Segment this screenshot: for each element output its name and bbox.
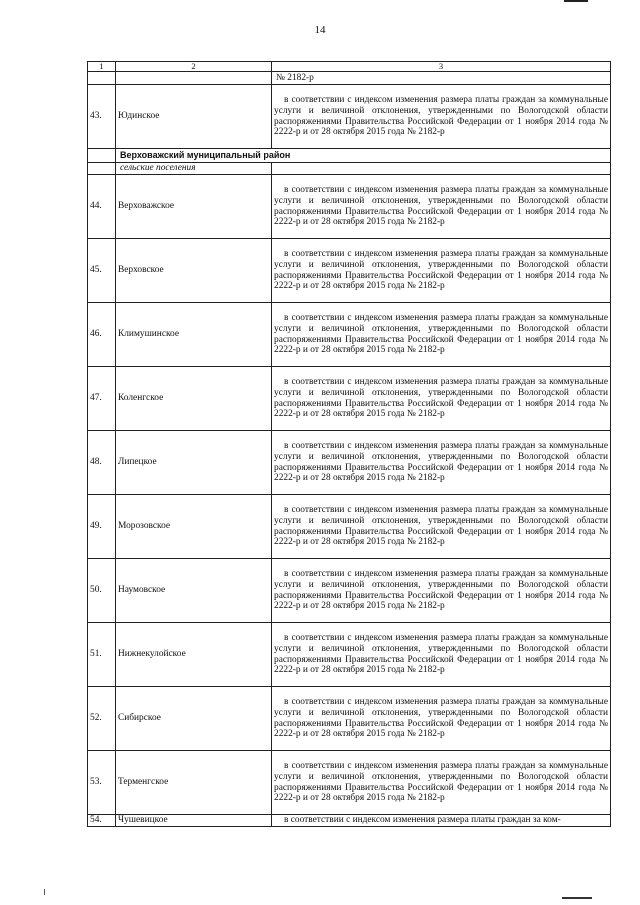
scan-mark xyxy=(564,0,588,2)
settlement-name: Морозовское xyxy=(116,495,272,559)
row-number: 46. xyxy=(88,303,116,367)
basis-text: в соответствии с индексом изменения размера платы граждан за коммунальные услуги и величиной отклонения, утвержденными по Вологодской области распоряжениями Правительства Российской Федерации от 1 ноября 2014 года № 2222-р и от 28 октября 2015 года № 2182-р xyxy=(274,441,608,484)
scan-mark xyxy=(44,889,45,895)
table-row xyxy=(88,495,611,559)
row-number: 47. xyxy=(88,367,116,431)
header-col-2: 2 xyxy=(116,62,272,72)
settlement-name: Терменгское xyxy=(116,751,272,815)
row-number: 54. xyxy=(88,815,116,827)
row-number: 51. xyxy=(88,623,116,687)
basis-text: в соответствии с индексом изменения размера платы граждан за коммунальные услуги и величиной отклонения, утвержденными по Вологодской области распоряжениями Правительства Российской Федерации от 1 ноября 2014 года № 2222-р и от 28 октября 2015 года № 2182-р xyxy=(274,633,608,676)
row-number: 45. xyxy=(88,239,116,303)
table-row xyxy=(88,623,611,687)
table-row xyxy=(88,239,611,303)
table-row xyxy=(88,303,611,367)
header-col-3: 3 xyxy=(272,62,611,72)
row-number: 49. xyxy=(88,495,116,559)
table-row xyxy=(88,85,611,149)
subheading: сельские поселения xyxy=(116,163,272,175)
table-row xyxy=(88,367,611,431)
basis-text: в соответствии с индексом изменения размера платы граждан за коммунальные услуги и величиной отклонения, утвержденными по Вологодской области распоряжениями Правительства Российской Федерации от 1 ноября 2014 года № 2222-р и от 28 октября 2015 года № 2182-р xyxy=(274,761,608,804)
settlement-name: Липецкое xyxy=(116,431,272,495)
row-number: 44. xyxy=(88,175,116,239)
page-number: 14 xyxy=(314,24,326,36)
settlement-name: Нижнекулойское xyxy=(116,623,272,687)
settlement-name: Наумовское xyxy=(116,559,272,623)
table-row xyxy=(88,175,611,239)
row-number: 50. xyxy=(88,559,116,623)
basis-text: в соответствии с индексом изменения размера платы граждан за коммунальные услуги и величиной отклонения, утвержденными по Вологодской области распоряжениями Правительства Российской Федерации от 1 ноября 2014 года № 2222-р и от 28 октября 2015 года № 2182-р xyxy=(274,505,608,548)
row-number: 53. xyxy=(88,751,116,815)
continuation-row xyxy=(88,72,611,85)
row-number: 52. xyxy=(88,687,116,751)
settlement-name: Чушевицкое xyxy=(116,815,272,827)
basis-text: в соответствии с индексом изменения размера платы граждан за ком- xyxy=(284,815,561,825)
basis-text: в соответствии с индексом изменения размера платы граждан за коммунальные услуги и величиной отклонения, утвержденными по Вологодской области распоряжениями Правительства Российской Федерации от 1 ноября 2014 года № 2222-р и от 28 октября 2015 года № 2182-р xyxy=(274,377,608,420)
basis-text: в соответствии с индексом изменения размера платы граждан за коммунальные услуги и величиной отклонения, утвержденными по Вологодской области распоряжениями Правительства Российской Федерации от 1 ноября 2014 года № 2222-р и от 28 октября 2015 года № 2182-р xyxy=(274,697,608,740)
settlement-name: Коленгское xyxy=(116,367,272,431)
basis-text: в соответствии с индексом изменения размера платы граждан за коммунальные услуги и величиной отклонения, утвержденными по Вологодской области распоряжениями Правительства Российской Федерации от 1 ноября 2014 года № 2222-р и от 28 октября 2015 года № 2182-р xyxy=(274,95,608,138)
scan-mark xyxy=(562,897,592,899)
basis-text: в соответствии с индексом изменения размера платы граждан за коммунальные услуги и величиной отклонения, утвержденными по Вологодской области распоряжениями Правительства Российской Федерации от 1 ноября 2014 года № 2222-р и от 28 октября 2015 года № 2182-р xyxy=(274,569,608,612)
basis-text: в соответствии с индексом изменения размера платы граждан за коммунальные услуги и величиной отклонения, утвержденными по Вологодской области распоряжениями Правительства Российской Федерации от 1 ноября 2014 года № 2222-р и от 28 октября 2015 года № 2182-р xyxy=(274,313,608,356)
subheading-row xyxy=(88,163,611,175)
table-header-row xyxy=(88,62,611,72)
settlement-name: Верховское xyxy=(116,239,272,303)
header-col-1: 1 xyxy=(88,62,116,72)
basis-text: в соответствии с индексом изменения размера платы граждан за коммунальные услуги и величиной отклонения, утвержденными по Вологодской области распоряжениями Правительства Российской Федерации от 1 ноября 2014 года № 2222-р и от 28 октября 2015 года № 2182-р xyxy=(274,249,608,292)
settlement-name: Климушинское xyxy=(116,303,272,367)
district-heading-row xyxy=(88,149,611,163)
settlement-name: Верховажское xyxy=(116,175,272,239)
table-row xyxy=(88,751,611,815)
table-row xyxy=(88,815,611,827)
row-number: 48. xyxy=(88,431,116,495)
district-heading: Верховажский муниципальный район xyxy=(116,149,611,163)
settlement-name: Юдинское xyxy=(116,85,272,149)
tariff-basis-table xyxy=(87,61,611,827)
basis-text: в соответствии с индексом изменения размера платы граждан за коммунальные услуги и величиной отклонения, утвержденными по Вологодской области распоряжениями Правительства Российской Федерации от 1 ноября 2014 года № 2222-р и от 28 октября 2015 года № 2182-р xyxy=(274,185,608,228)
continuation-text: № 2182-р xyxy=(272,72,611,85)
row-number: 43. xyxy=(88,85,116,149)
table-row xyxy=(88,431,611,495)
table-row xyxy=(88,687,611,751)
settlement-name: Сибирское xyxy=(116,687,272,751)
table-row xyxy=(88,559,611,623)
